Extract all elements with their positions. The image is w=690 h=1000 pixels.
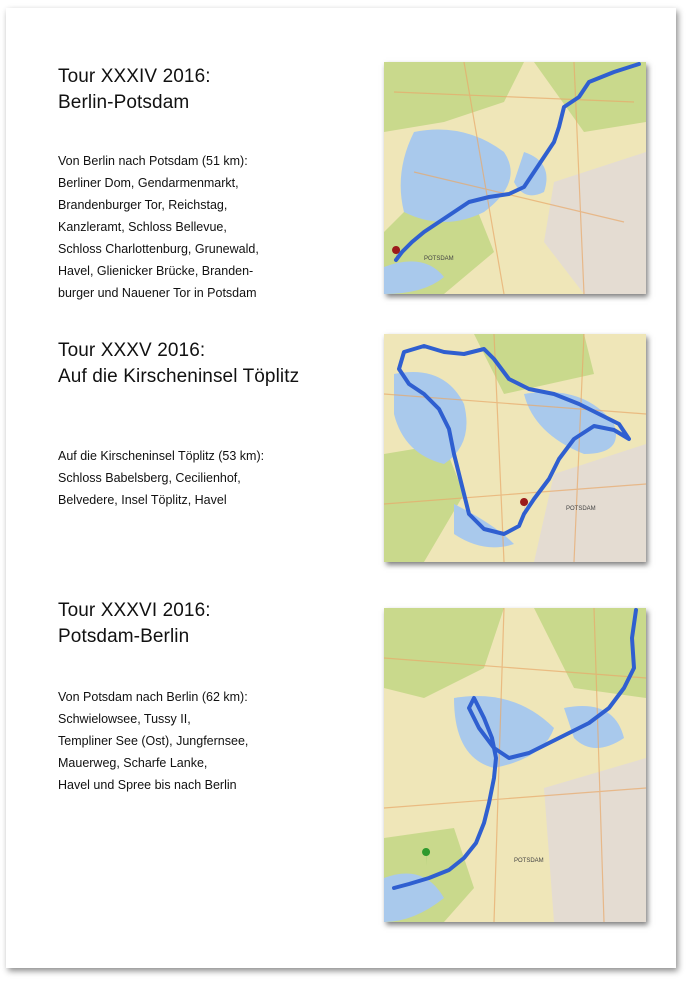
tour-35-title-line-2: Auf die Kirscheninsel Töplitz — [58, 366, 300, 387]
tour-34-description — [58, 150, 259, 304]
tour-36-title-line-2: Potsdam-Berlin — [58, 626, 190, 647]
tour-34-desc-line: Brandenburger Tor, Reichstag, — [58, 198, 228, 212]
tour-34-desc-line: Berliner Dom, Gendarmenmarkt, — [58, 176, 239, 190]
tour-36-desc-line: Von Potsdam nach Berlin (62 km): — [58, 690, 248, 704]
tour-35-desc-line: Auf die Kirscheninsel Töplitz (53 km): — [58, 449, 265, 463]
tour-36-desc-line: Templiner See (Ost), Jungfernsee, — [58, 734, 249, 748]
tour-34-desc-line: Havel, Glienicker Brücke, Branden- — [58, 264, 254, 278]
tour-34-desc-line: Kanzleramt, Schloss Bellevue, — [58, 220, 227, 234]
tour-35-title — [58, 338, 299, 390]
tour-34-desc-line: Von Berlin nach Potsdam (51 km): — [58, 154, 248, 168]
tour-34-route-map — [384, 62, 646, 294]
tour-35-route-map — [384, 334, 646, 562]
tour-35-description — [58, 445, 264, 511]
tour-35-desc-line: Schloss Babelsberg, Cecilienhof, — [58, 471, 241, 485]
tour-36-title — [58, 598, 211, 650]
tour-34-title-line-2: Berlin-Potsdam — [58, 92, 190, 113]
tour-34-desc-line: burger und Nauener Tor in Potsdam — [58, 286, 257, 300]
tour-36-desc-line: Mauerweg, Scharfe Lanke, — [58, 756, 208, 770]
tour-34-title-line-1: Tour XXXIV 2016: — [58, 66, 211, 87]
tour-36-desc-line: Schwielowsee, Tussy II, — [58, 712, 191, 726]
tour-35-desc-line: Belvedere, Insel Töplitz, Havel — [58, 493, 227, 507]
tour-36-map-label: POTSDAM — [514, 858, 544, 864]
tour-36-title-line-1: Tour XXXVI 2016: — [58, 600, 211, 621]
tour-34-title — [58, 64, 211, 116]
tour-36-desc-line: Havel und Spree bis nach Berlin — [58, 778, 237, 792]
tour-36-route-map — [384, 608, 646, 922]
tour-36-description — [58, 686, 248, 796]
tour-34-desc-line: Schloss Charlottenburg, Grunewald, — [58, 242, 259, 256]
tour-34-map-label: POTSDAM — [424, 256, 454, 262]
tour-35-map-label: POTSDAM — [566, 506, 596, 512]
tour-35-title-line-1: Tour XXXV 2016: — [58, 340, 206, 361]
